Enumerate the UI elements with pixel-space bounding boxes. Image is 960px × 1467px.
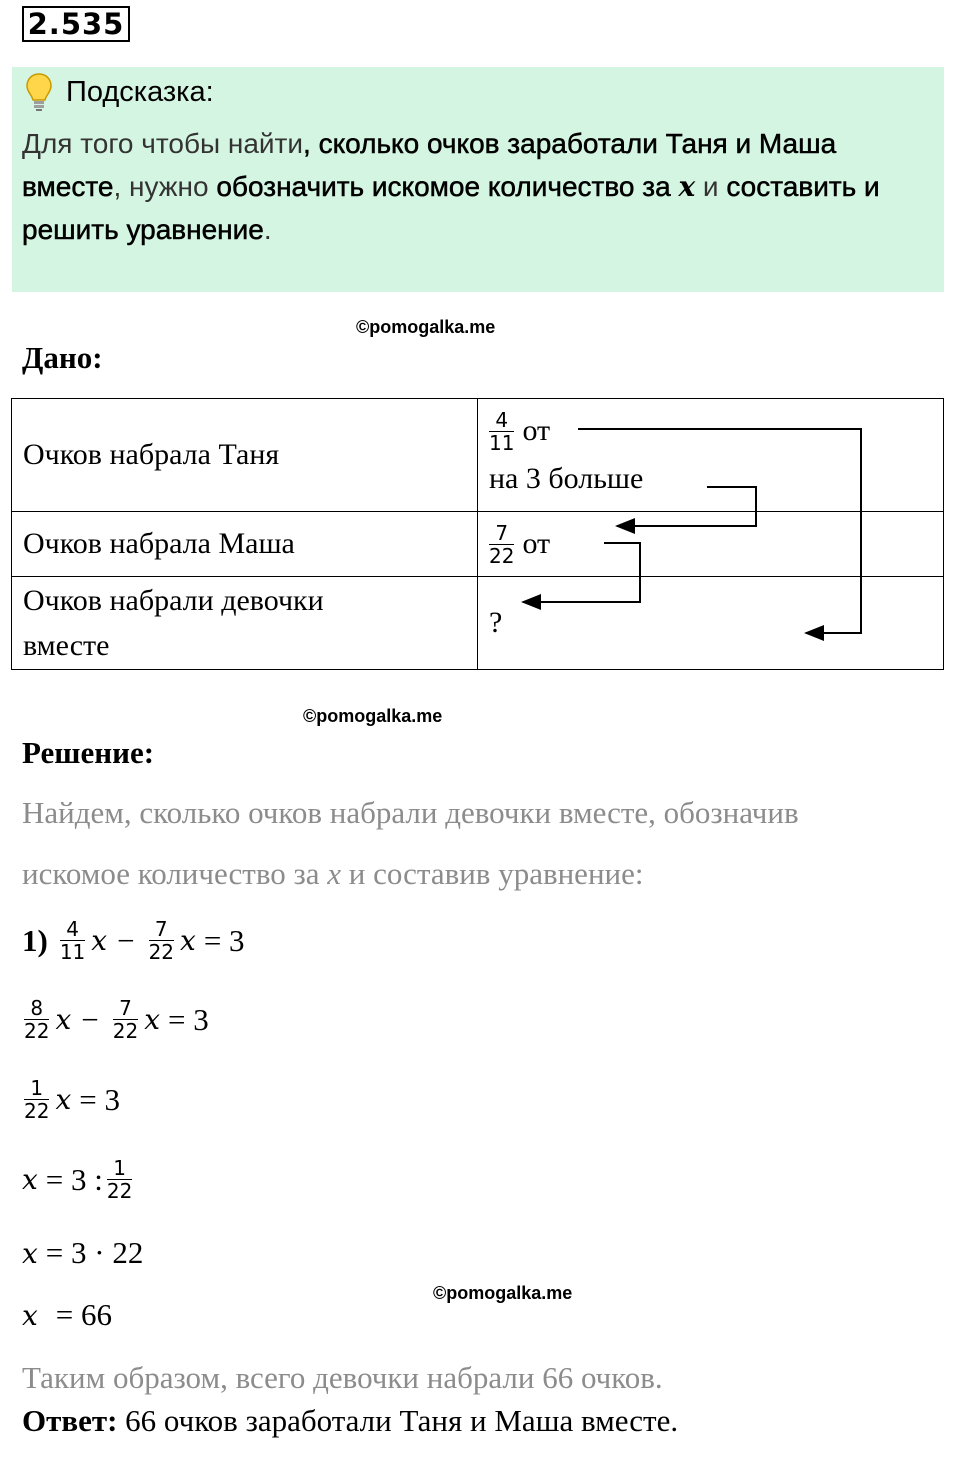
given-heading: Дано: [22, 340, 103, 375]
answer: Ответ: 66 очков заработали Таня и Маша вместе. [22, 1403, 679, 1438]
row-value-total: ? [478, 577, 944, 670]
relation-arrows [0, 0, 960, 700]
step-label: 1) [22, 922, 48, 958]
label-line: вместе [23, 629, 110, 662]
solution-intro: Найдем, сколько очков набрали девочки вместе, обозначив [22, 795, 799, 830]
task-number: 2.535 [22, 6, 130, 42]
watermark: ©pomogalka.me [433, 1283, 573, 1303]
of-label: от [522, 414, 551, 447]
equation-line: x = 3 · 22 [22, 1235, 144, 1270]
conclusion: Таким образом, всего девочки набрали 66 очков. [22, 1360, 663, 1395]
equation-line: x = 66 [22, 1297, 113, 1332]
hint-text: Для того чтобы найти, сколько очков заработали Таня и Маша вместе, нужно обозначить искомое количество за x и составить и решить уравнение. [22, 128, 880, 245]
row-label-masha: Очков набрала Маша [12, 512, 478, 577]
of-label: от [522, 527, 551, 560]
hint-title: Подсказка: [66, 76, 214, 108]
equation-line: $\frac{1}{22}$ x = 3 [24, 1076, 120, 1123]
fraction: $\frac{7}{22}$ [489, 520, 515, 568]
watermark: ©pomogalka.me [303, 706, 443, 726]
solution-heading: Решение: [22, 735, 155, 770]
equation-line: 1) $\frac{4}{11}$ x − $\frac{7}{22}$ x = 3 [22, 917, 245, 964]
watermark: ©pomogalka.me [356, 317, 496, 337]
equation-line: x = 3 : $\frac{1}{22}$ [22, 1156, 133, 1203]
more-label: на 3 больше [489, 462, 644, 495]
equation-line: $\frac{8}{22}$ x − $\frac{7}{22}$ x = 3 [24, 996, 209, 1043]
row-label-tanya: Очков набрала Таня [12, 399, 478, 512]
solution-intro: искомое количество за x и составив уравнение: [22, 856, 644, 891]
fraction: $\frac{4}{11}$ [489, 407, 515, 455]
label-line: Очков набрали девочки [23, 584, 324, 617]
